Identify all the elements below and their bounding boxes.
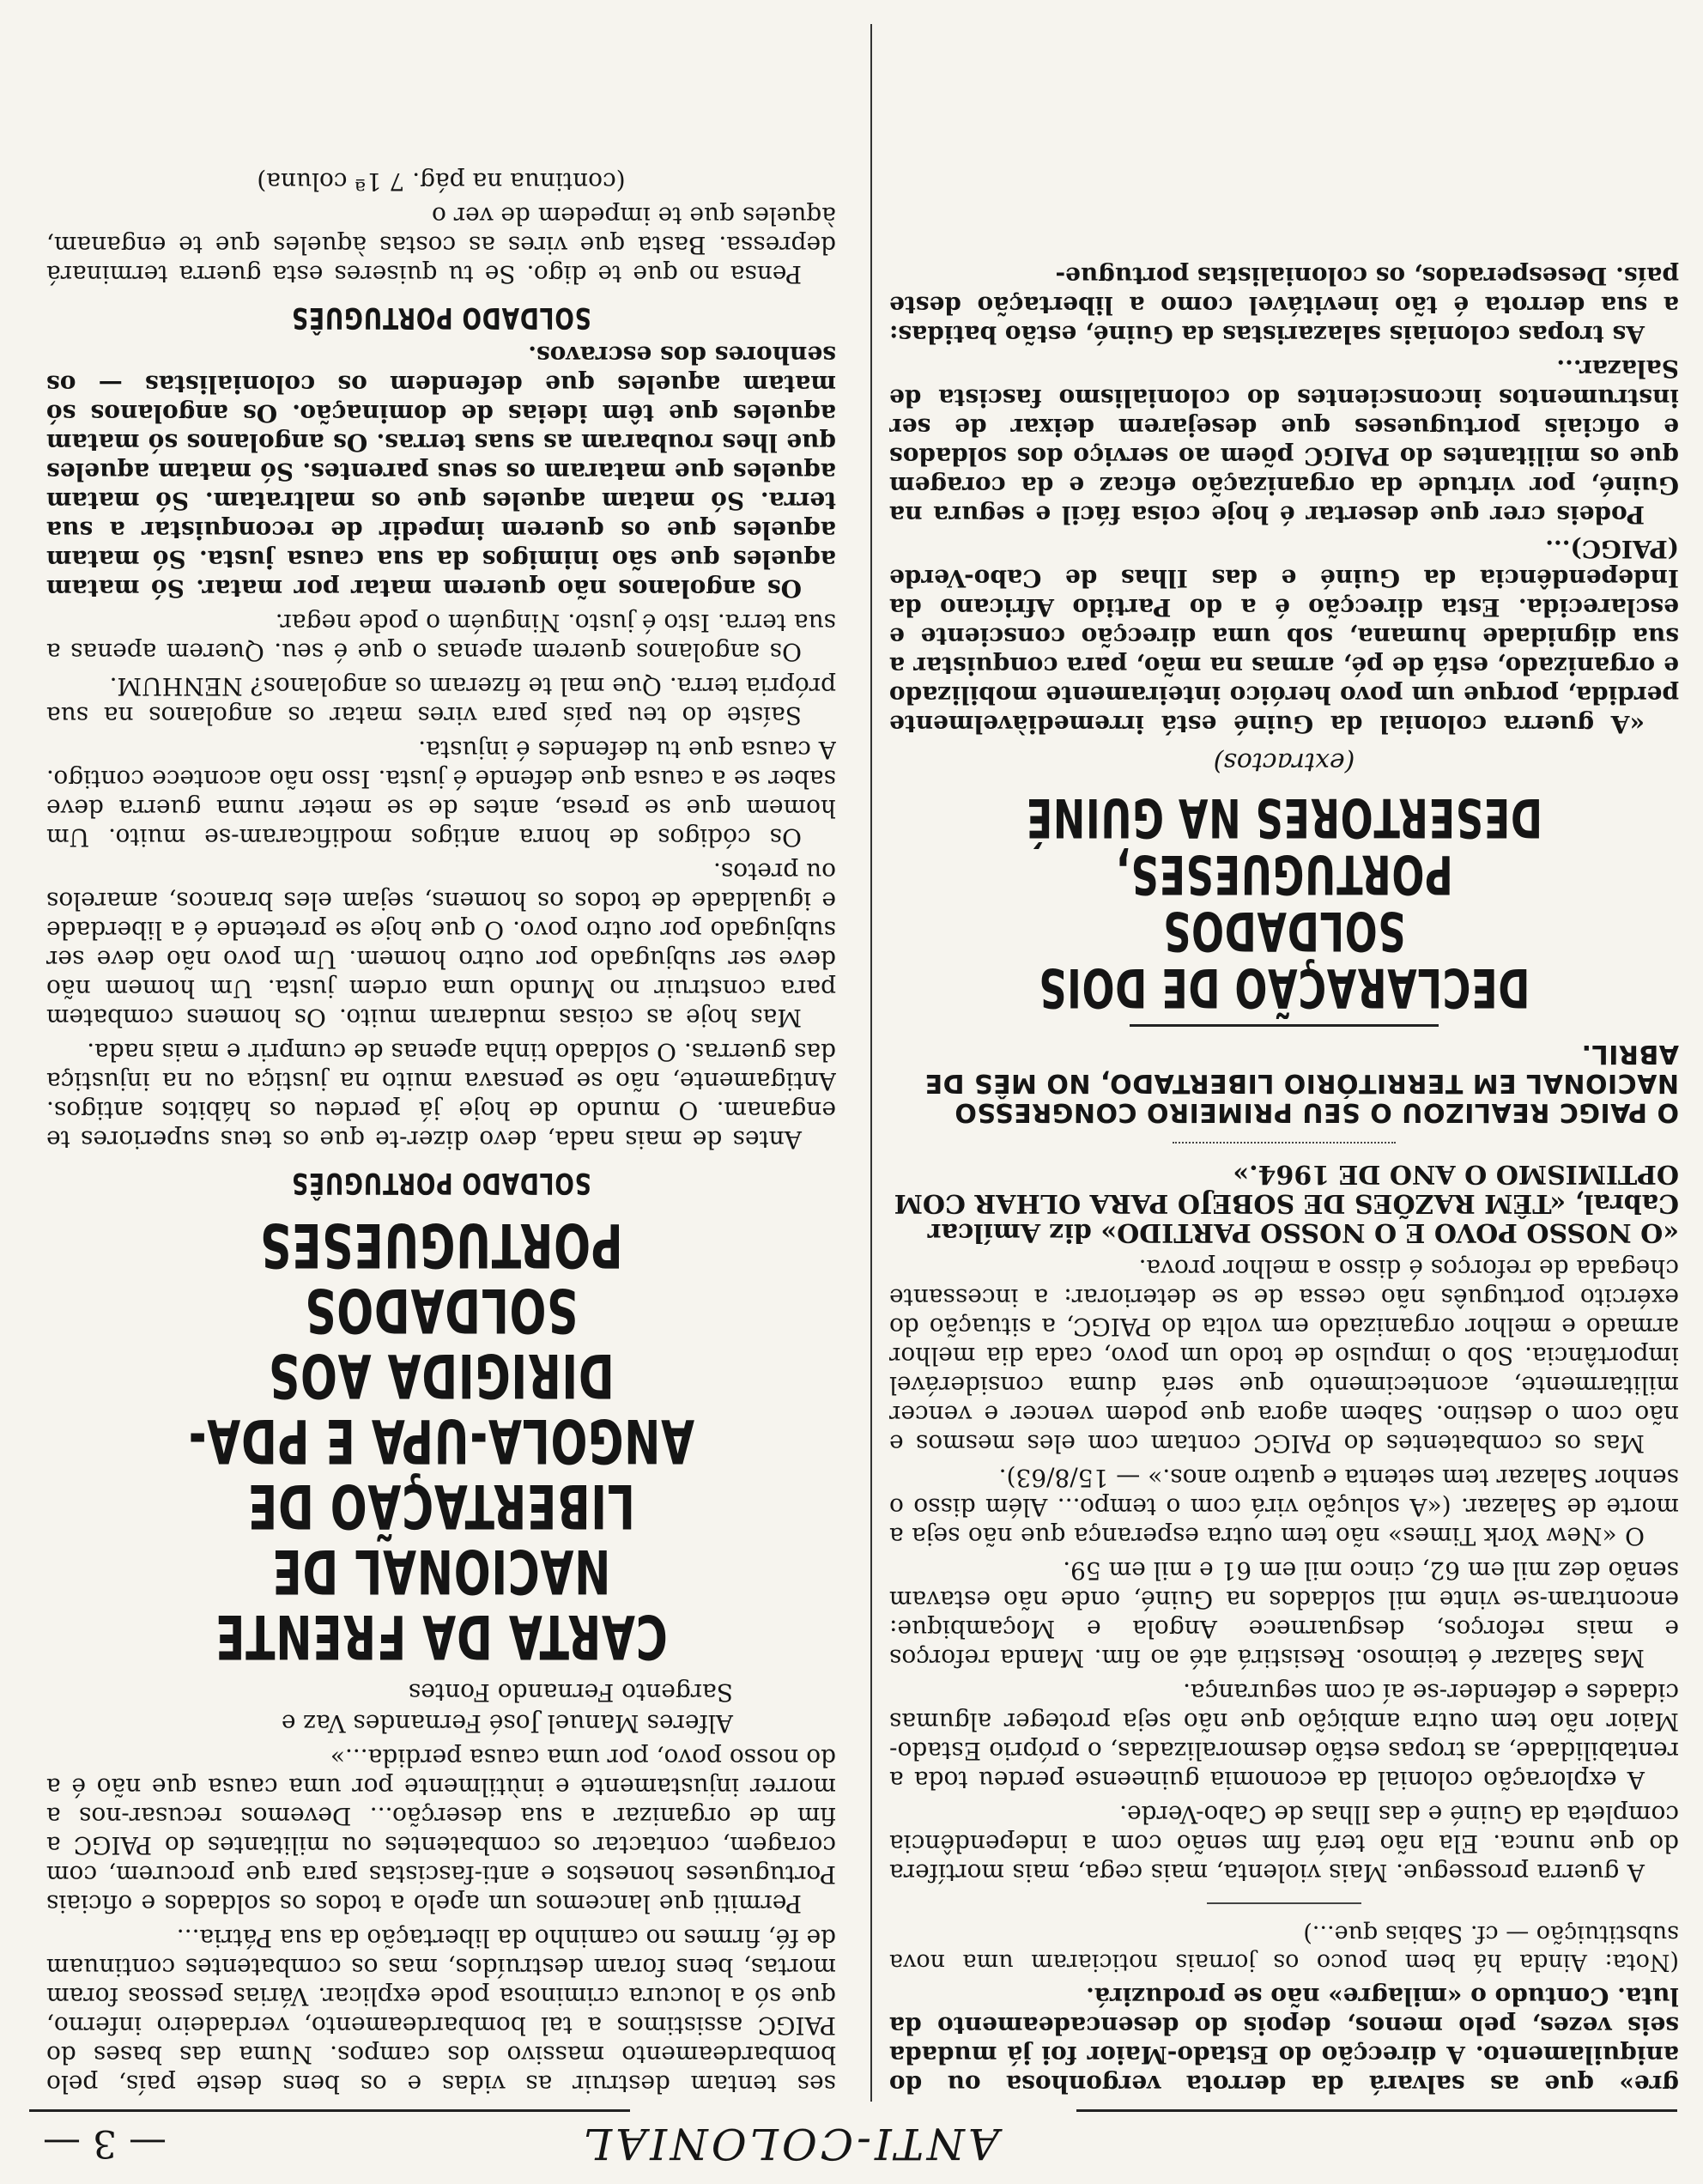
signature-line: Alferes Manuel José Fernandes Vaz e [281,1709,733,1738]
letter-paragraph: Saíste do teu país para vires matar os angolanos na sua própria terra. Que mal te fizeram os angolanos? NENHUM. [46,672,836,730]
article-paragraph: Mas os combatentes do PAIGC contam com eles mesmos e não com o destino. Sabem agora que podem vencer e vencer militarmente, acontecimento que será duma considerável importância. Sob o impulso de todo um povo, cada dia melhor armado e melhor organizado em volta do PAIGC, a situação do exército português não cessa de se deteriorar: a incessante chegada de reforços é disso a melhor prova. [889,1254,1679,1458]
intro-paragraph: gre» que as salvará da derrota vergonhosa ou do aniquilamento. A direcção do Estado-Maior foi já mudada seis vezes, pelo menos, depois do desencadeamento da luta. Contudo o «milagre» não se produzirá. [889,1982,1679,2098]
letter-paragraph: Antes de mais nada, devo dizer-te que os teus superiores te enganam. O mundo de hoje já perdeu os hábitos antigos. Antigamente, não se pensava muito na justiça ou na injustiça das guerras. O soldado tinha apenas de cumprir e mais nada. [46,1038,836,1154]
publication-title: ANTI-COLONIAL [579,2119,999,2169]
left-column [889,21,1679,2098]
article-paragraph: Mas Salazar é teimoso. Resistirá até ao fim. Manda reforços e mais reforços, desguarnece Angola e Moçambique: encontram-se vinte mil soldados na Guiné, onde não estavam senão dez mil em 62, cinco mil em 61 e mil em 59. [889,1556,1679,1672]
letter-subhead: SOLDADO PORTUGUÊS [291,300,591,335]
dotted-separator [1173,1142,1396,1144]
declaration-headline: DECLARAÇÃO DE DOIS SOLDADOS PORTUGUESES, DESERTORES NA GUINÉ [1025,786,1543,1019]
section-rule [1130,1024,1439,1027]
right-column [46,21,836,2098]
letter-paragraph: Os angolanos querem apenas o que é seu. Querem apenas a sua terra. Isto é justo. Ninguém o pode negar. [46,609,836,666]
letter-paragraph: Os angolanos não querem matar por matar. Só matam aqueles que são inimigos da sua causa justa. Só matam aqueles que os querem impedir de reconquistar a sua terra. Só matam aqueles que os maltratam. Só matam aqueles que mataram os seus parentes. Só matam aqueles que lhes roubaram as suas terras. Os angolanos só matam aqueles que têm ideias de dominação. Os angolanos só matam aqueles que defendem os colonialistas — os senhores dos escravos. [46,341,836,603]
extracts-label: (extractos) [1213,747,1355,777]
header-rule-right [29,2109,630,2112]
declaration-paragraph: «A guerra colonial da Guiné está irremediàvelmente perdida, porque um povo heróico inteiramente mobilizado e organizado, está de pé, armas na mão, para conquistar a sua dignidade humana, sob uma direcção consciente e esclarecida. Esta direcção é a do Partido Africano da Independência da Guiné e das Ilhas de Cabo-Verde (PAIGC)... [889,535,1679,738]
declaration-paragraph: As tropas coloniais salazaristas da Guiné, estão batidas: a sua derrota é tão inevitável como a libertação deste país. Desesperados, os colonialistas portugue- [889,262,1679,349]
letter-headline: CARTA DA FRENTE NACIONAL DE LIBERTAÇÃO DE ANGOLA-UPA E PDA-DIRIGIDA AOS SOLDADOS PORTUGUESES [187,1210,695,1671]
header-rule-left [1076,2109,1677,2112]
letter-paragraph: Os códigos de honra antigos modificaram-se muito. Um homem que se presa, antes de se meter numa guerra deve saber se a causa que defende é justa. Isso não acontece contigo. A causa que tu defendes é injusta. [46,736,836,852]
congress-announcement: O PAIGC REALIZOU O SEU PRIMEIRO CONGRESSO NACIONAL EM TERRITÓRIO LIBERTADO, NO MÊS DE ABRIL. [924,1039,1679,1127]
cabral-quote: «O NOSSO POVO E O NOSSO PARTIDO» diz Amílcar Cabral, «TÊM RAZÕES DE SOBEJO PARA OLHAR COM OPTIMISMO O ANO DE 1964.» [894,1159,1679,1247]
continued-paragraph: ses tentam destruir as vidas e os bens deste país, pelo bombardeamento massivo dos campos. Numa das bases do PAIGC assistimos a tal bombardeamento, verdadeiro inferno, que só a loucura criminosa pode explicar. Várias pessoas foram mortas, bens foram destruídos, mas os combatentes continuam de fé, firmes no caminho da libertação da sua Pátria... [46,1924,836,2098]
note-paragraph: (Nota: Ainda há bem pouco os jornais noticiaram uma nova substituição — cf. Sabias que...) [889,1920,1679,1975]
continued-paragraph: Permiti que lancemos um apelo a todos os soldados e oficiais Portugueses honestos e anti-fascistas para que procurem, com coragem, contactar os combatentes ou militantes do PAIGC a fim de organizar a sua deserção... Devemos recusar-nos a morrer injustamente e inùtilmente por uma causa que não é a do nosso povo, por uma causa perdida...» [46,1744,836,1918]
article-paragraph: A guerra prossegue. Mais violenta, mais cega, mais mortífera do que nunca. Ela não terá fim senão com a independência completa da Guiné e das Ilhas de Cabo-Verde. [889,1800,1679,1887]
signature-line: Sargento Fernando Fontes [408,1678,733,1707]
declaration-paragraph: Podeis crer que desertar é hoje coisa fácil e segura na Guiné, por virtude da organização eficaz e da coragem que os militantes do PAIGC põem ao serviço dos soldados e oficiais portugueses que desejarem deixar de ser instrumentos inconscientes do colonialismo fascista de Salazar... [889,355,1679,529]
separator [1207,1902,1361,1904]
column-divider [870,24,872,2102]
article-paragraph: A exploração colonial da economia guineense perdeu toda a rentabilidade, as tropas estão desmoralizadas, o próprio Estado-Maior não tem outra ambição que não seja proteger algumas cidades e defender-se aí com segurança. [889,1678,1679,1794]
continued-note: (continua na pág. 7 1ª coluna) [257,167,626,196]
page-number: — 3 — [43,2121,167,2165]
letter-subhead: SOLDADO PORTUGUÊS [291,1166,591,1200]
letter-paragraph: Mas hoje as coisas mudaram muito. Os homens combatem para construir no Mundo uma ordem justa. Um homem não deve ser subjugado por outro homem. Um povo não deve ser subjugado por outro povo. O que hoje se pretende é a liberdade e igualdade de todos os homens, sejam eles brancos, amarelos ou pretos. [46,858,836,1032]
article-paragraph: O «New York Times» não tem outra esperança que não seja a morte de Salazar. («A solução virá com o tempo... Além disso o senhor Salazar tem setenta e quatro anos.» — 15/8/63). [889,1464,1679,1550]
letter-paragraph: Pensa no que te digo. Se tu quiseres esta guerra terminará depressa. Basta que vires as costas àqueles que te enganam, àqueles que te impedem de ver o [46,202,836,288]
